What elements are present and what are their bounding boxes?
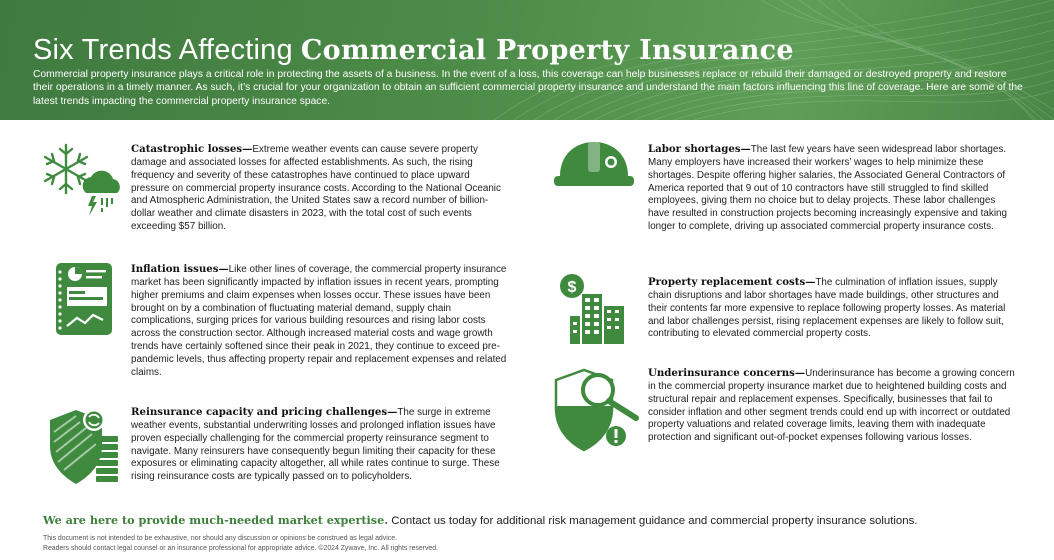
trend-labor-shortages (648, 143, 1018, 234)
trend-heading: Underinsurance concerns— (648, 367, 806, 379)
trend-heading: Catastrophic losses— (131, 143, 253, 155)
disclaimer-line-1: This document is not intended to be exhaustive, nor should any discussion or opinions be construed as legal advice. (43, 535, 397, 542)
cta-emphasis: We are here to provide much-needed market expertise. (43, 513, 389, 527)
hard-hat-icon (554, 140, 634, 190)
cta-text: Contact us today for additional risk management guidance and commercial property insurance solutions. (391, 515, 918, 527)
call-to-action (43, 513, 917, 527)
trend-property-replacement (648, 276, 1018, 341)
trend-heading: Reinsurance capacity and pricing challenges— (131, 406, 398, 418)
header-banner (0, 0, 1054, 120)
disclaimer (43, 534, 643, 553)
trend-catastrophic-losses (131, 143, 507, 234)
trend-body: Underinsurance has become a growing concern in the commercial property insurance market due to heightened building costs and structural repair and replacement expenses. Specifically, businesses that fail to consider inflation and other segment trends could end up with incorrect or outdated property valuations and related coverage limits, leaving them with inadequate protection and significant out-of-pocket expenses following various losses. (648, 368, 1015, 444)
trend-body: The surge in extreme weather events, substantial underwriting losses and prolonged inflation issues have proven especially challenging for the commercial property reinsurance segment to navigate. Many reinsurers have consequently begun limiting their capacity for these exposures or eliminating capacity altogether, all while rates continue to surge. These rising reinsurance costs are typically passed on to policyholders. (131, 407, 500, 483)
trend-heading: Inflation issues— (131, 263, 229, 275)
intro-paragraph: Commercial property insurance plays a critical role in protecting the assets of a business. In the event of a loss, this coverage can help businesses replace or rebuild their damaged or destroyed property and restore their operations in a timely manner. As such, it’s crucial for your organization to obtain an sufficient commercial property insurance and understand the main factors influencing this line of coverage. Here are some of the latest trends impacting the commercial property insurance space. (33, 69, 1023, 107)
trend-heading: Labor shortages— (648, 143, 751, 155)
trend-body: The last few years have seen widespread labor shortages. Many employers have increased their workers’ wages to help minimize these shortages. Despite offering higher salaries, the Associated General Contractors of America reported that 9 out of 10 contractors have still struggled to find skilled employees, giving them no choice but to delay projects. These labor challenges have resulted in construction projects becoming increasingly expensive and taking longer to complete, driving up associated commercial property insurance costs. (648, 144, 1007, 233)
trend-reinsurance (131, 406, 507, 484)
title-bold: Commercial Property Insurance (300, 35, 794, 66)
svg-text:$: $ (567, 279, 577, 296)
shield-coins-icon (46, 406, 122, 488)
buildings-dollar-icon (558, 272, 628, 346)
trend-inflation-issues (131, 263, 507, 380)
trend-body: Like other lines of coverage, the commercial property insurance market has been significantly impacted by inflation issues in recent years, prompting higher premiums and claim expenses when losses occur. These issues have been brought on by a combination of fluctuating material demand, supply chain complications, surging prices for various building resources and rising labor costs across the construction sector. Although increased material costs and wage growth trends have certainly softened since their peak in 2021, they continue to exceed pre-pandemic levels, thus affecting property repair and replacement expenses and related claims. (131, 264, 507, 378)
page-title (33, 34, 794, 67)
disclaimer-line-2: Readers should contact legal counsel or an insurance professional for appropriate advice. ©2024 Zywave, Inc. All rights reserved. (43, 544, 438, 552)
title-light: Six Trends Affecting (33, 34, 293, 66)
trend-body: The culmination of inflation issues, supply chain disruptions and labor shortages have made buildings, other structures and their contents far more expensive to replace following property losses. As material and labor challenges persist, rising replacement expenses are likely to follow suit, contributing to elevated commercial property costs. (648, 277, 1006, 340)
trend-body: Extreme weather events can cause severe property damage and associated losses for affected establishments. As such, the rising frequency and severity of these catastrophes have continued to place upward pressure on commercial property insurance costs. According to the National Oceanic and Atmospheric Administration, the United States saw a record number of billion-dollar weather and climate disasters in 2023, with the total cost of such events exceeding $57 billion. (131, 144, 501, 233)
trend-underinsurance (648, 367, 1018, 445)
snowflake-storm-cloud-icon (40, 141, 124, 219)
report-document-icon (55, 262, 113, 336)
trend-heading: Property replacement costs— (648, 276, 816, 288)
shield-magnifier-icon (550, 366, 646, 458)
